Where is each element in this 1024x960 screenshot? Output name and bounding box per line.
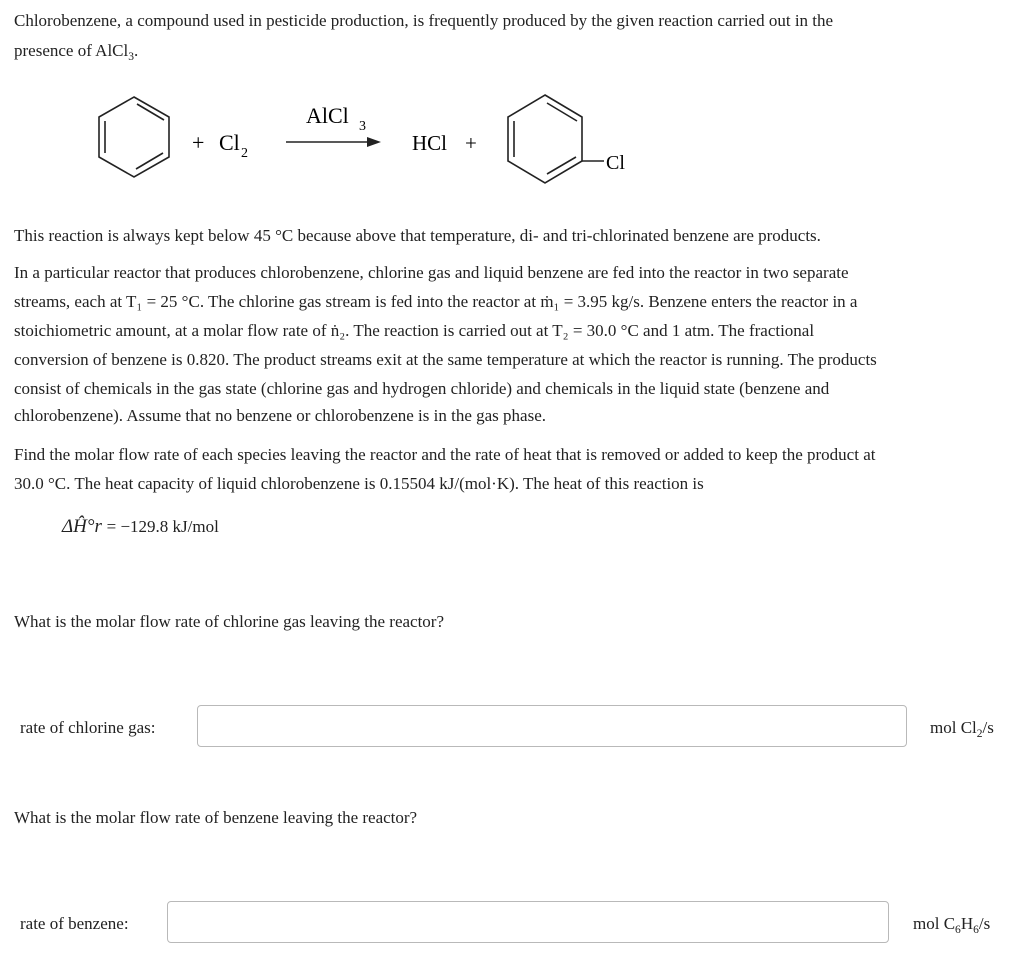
problem-line-3: stoichiometric amount, at a molar flow rate of ṅ₂. The reaction is carried out at T₂ = 30.0 °C and 1 atm. The fractional [14,321,815,340]
chlorine-unit-sub: 2 [976,727,983,741]
problem-line-2: streams, each at T₁ = 25 °C. The chlorine gas stream is fed into the reactor at ṁ₁ = 3.95 kg/s. Benzene enters the reactor in a [14,292,858,311]
task-line-1: Find the molar flow rate of each species leaving the reactor and the rate of heat that is removed or added to keep the product at [14,445,876,464]
enthalpy-value: = −129.8 kJ/mol [106,517,219,536]
benzene-rate-input[interactable] [167,901,889,943]
benzene-unit-end: /s [978,914,991,933]
question-chlorine: What is the molar flow rate of chlorine gas leaving the reactor? [14,612,445,631]
benzene-unit-h: H [960,914,974,933]
intro-line-2-end: . [134,41,139,60]
intro-line-2-sub: 3 [128,50,135,64]
chlorine-unit-text: mol Cl [930,718,977,737]
plus-sign-2: + [465,131,477,155]
intro-line-1: Chlorobenzene, a compound used in pesticide production, is frequently produced by the given reaction carried out in the [14,11,834,30]
question-benzene: What is the molar flow rate of benzene leaving the reactor? [14,808,418,827]
benzene-unit-sub-2: 6 [973,923,979,937]
plus-sign-1: + [192,130,205,155]
chlorine-unit-end: /s [982,718,994,737]
benzene-rate-label: rate of benzene: [20,914,129,933]
benzene-ring-reactant [99,97,169,177]
intro-line-2 [14,36,1004,71]
benzene-unit-text: mol C [913,914,956,933]
cl2-subscript: 2 [241,146,248,161]
problem-line-4: conversion of benzene is 0.820. The product streams exit at the same temperature at which the reactor is running. The products [14,350,877,369]
chlorine-rate-unit [930,718,994,740]
benzene-unit-sub-1: 6 [955,923,961,937]
benzene-ring-product [508,95,604,183]
chlorine-rate-label: rate of chlorine gas: [20,718,156,737]
benzene-rate-unit [913,914,990,936]
enthalpy-symbol: ΔĤ°r [62,516,102,537]
catalyst-label: AlCl [306,103,349,128]
hcl-product: HCl [412,131,448,155]
reaction-diagram [0,85,720,195]
cl2-reactant: Cl [219,130,240,155]
intro-line-2-text: presence of AlCl [14,41,129,60]
problem-line-1: In a particular reactor that produces chlorobenzene, chlorine gas and liquid benzene are fed into the reactor in two separate [14,263,849,282]
chlorine-substituent: Cl [606,152,625,174]
chlorine-rate-input[interactable] [197,705,907,747]
catalyst-subscript: 3 [359,119,366,134]
problem-line-6: chlorobenzene). Assume that no benzene or chlorobenzene is in the gas phase. [14,406,547,425]
task-line-2: 30.0 °C. The heat capacity of liquid chlorobenzene is 0.15504 kJ/(mol·K). The heat of this reaction is [14,474,704,493]
heat-of-reaction-equation [62,516,219,538]
reaction-arrow-icon [286,137,381,147]
problem-line-5: consist of chemicals in the gas state (chlorine gas and hydrogen chloride) and chemicals in the liquid state (benzene and [14,379,830,398]
temperature-note: This reaction is always kept below 45 °C because above that temperature, di- and tri-chlorinated benzene are products. [14,226,821,245]
